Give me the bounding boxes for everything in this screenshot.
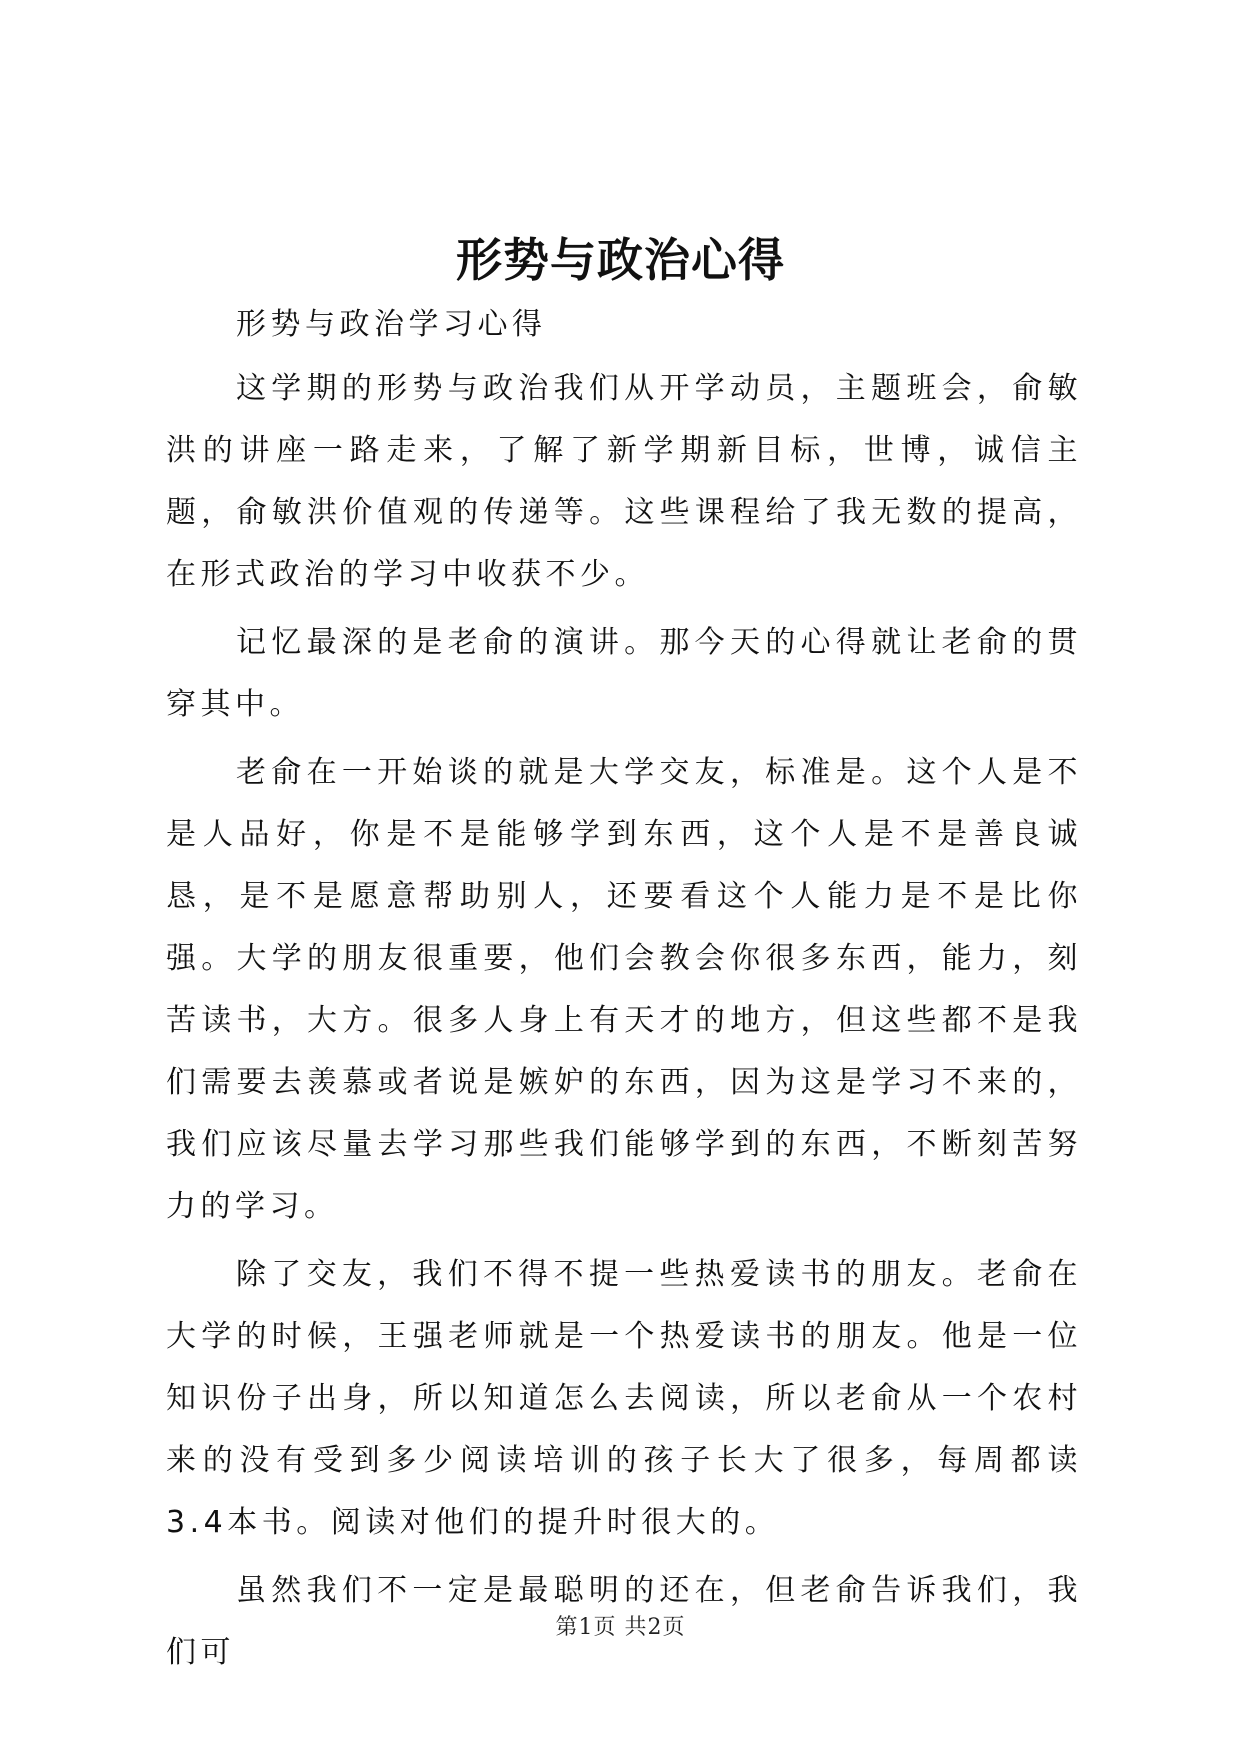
paragraph-subtitle: 形势与政治学习心得 [236, 307, 547, 342]
document-title: 形势与政治心得 [456, 233, 785, 287]
paragraph: 老俞在一开始谈的就是大学交友，标准是。这个人是不是人品好，你是不是能够学到东西，这个人是不是善良诚恳，是不是愿意帮助别人，还要看这个人能力是不是比你强。大学的朋友很重要，他们会教会你很多东西，能力，刻苦读书，大方。很多人身上有天才的地方，但这些都不是我们需要去羡慕或者说是嫉妒的东西，因为这是学习不来的，我们应该尽量去学习那些我们能够学到的东西，不断刻苦努力的学习。 [166, 755, 1082, 1224]
paragraph: 虽然我们不一定是最聪明的还在，但老俞告诉我们，我们可 [166, 1573, 1082, 1670]
paragraph: 这学期的形势与政治我们从开学动员，主题班会，俞敏洪的讲座一路走来，了解了新学期新目标，世博，诚信主题，俞敏洪价值观的传递等。这些课程给了我无数的提高，在形式政治的学习中收获不少。 [166, 371, 1082, 592]
paragraph: 记忆最深的是老俞的演讲。那今天的心得就让老俞的贯穿其中。 [166, 625, 1082, 722]
document-body [166, 294, 1082, 1684]
page-footer: 第1页 共2页 [555, 1615, 686, 1640]
paragraph: 除了交友，我们不得不提一些热爱读书的朋友。老俞在大学的时候，王强老师就是一个热爱读书的朋友。他是一位知识份子出身，所以知道怎么去阅读，所以老俞从一个农村来的没有受到多少阅读培训的孩子长大了很多，每周都读3.4本书。阅读对他们的提升时很大的。 [166, 1257, 1082, 1540]
